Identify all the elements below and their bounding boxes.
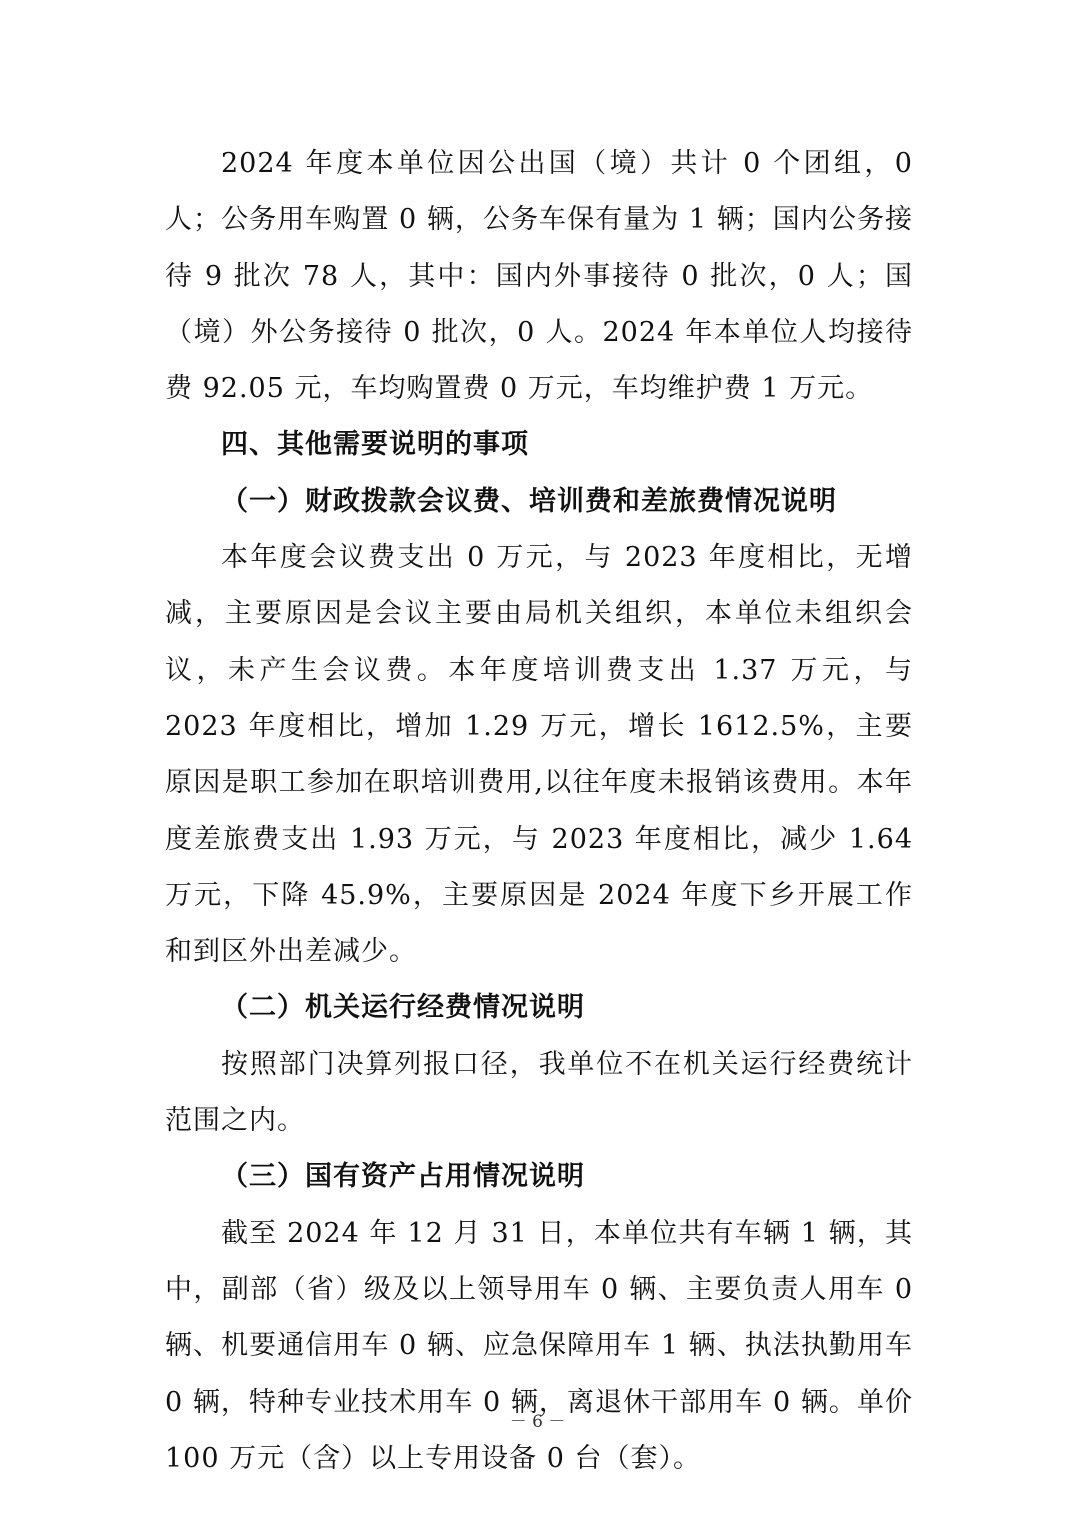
subheading-state-assets: （三）国有资产占用情况说明 xyxy=(221,1161,585,1193)
section-heading-other-matters: 四、其他需要说明的事项 xyxy=(221,429,529,461)
subheading-operating-expenses: （二）机关运行经费情况说明 xyxy=(221,992,585,1024)
document-body xyxy=(165,136,913,1487)
paragraph-state-assets: 截至 2024 年 12 月 31 日，本单位共有车辆 1 辆，其中，副部（省）级及以上领导用车 0 辆、主要负责人用车 0 辆、机要通信用车 0 辆、应急保障用车 1 辆、执法执勤用车 0 辆，特种专业技术用车 0 辆，离退休干部用车 0 辆。单价 100 万元（含）以上专用设备 0 台（套）。 xyxy=(165,1217,913,1474)
paragraph-operating-expenses: 按照部门决算列报口径，我单位不在机关运行经费统计范围之内。 xyxy=(165,1048,913,1137)
subheading-meeting-training-travel: （一）财政拨款会议费、培训费和差旅费情况说明 xyxy=(221,485,837,517)
paragraph-meeting-training-travel: 本年度会议费支出 0 万元，与 2023 年度相比，无增减，主要原因是会议主要由局机关组织，本单位未组织会议，未产生会议费。本年度培训费支出 1.37 万元，与 2023 年度相比，增加 1.29 万元，增长 1612.5%，主要原因是职工参加在职培训费用,以往年度未报销该费用。本年度差旅费支出 1.93 万元，与 2023 年度相比，减少 1.64 万元，下降 45.9%，主要原因是 2024 年度下乡开展工作和到区外出差减少。 xyxy=(165,542,913,968)
paragraph-foreign-visits-and-vehicles: 2024 年度本单位因公出国（境）共计 0 个团组，0 人；公务用车购置 0 辆，公务车保有量为 1 辆；国内公务接待 9 批次 78 人，其中：国内外事接待 0 批次，0 人；国（境）外公务接待 0 批次，0 人。2024 年本单位人均接待费 92.05 元，车均购置费 0 万元，车均维护费 1 万元。 xyxy=(165,148,913,405)
page-number: － 6 － xyxy=(509,1412,566,1432)
